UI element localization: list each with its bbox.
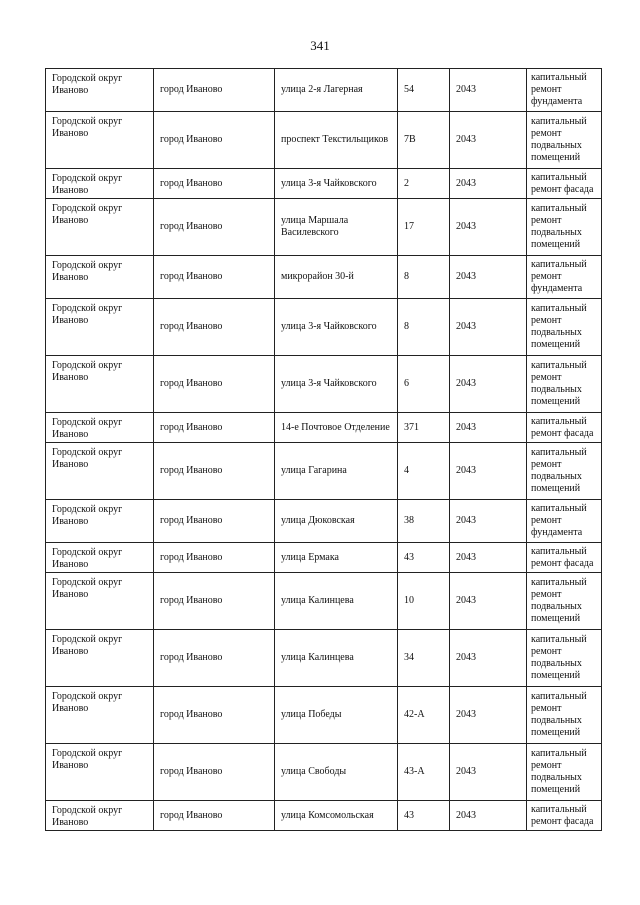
work-type-cell: капитальный ремонт подвальных помещений (527, 443, 602, 500)
street-cell: улица Свободы (275, 744, 398, 801)
table-row (46, 630, 602, 687)
street-cell: микрорайон 30-й (275, 256, 398, 299)
house-number-cell: 54 (398, 69, 450, 112)
work-type-cell: капитальный ремонт фундамента (527, 256, 602, 299)
settlement-cell: город Иваново (154, 801, 275, 831)
municipality-cell: Городской округ Иваново (46, 630, 154, 687)
table-row (46, 413, 602, 443)
municipality-cell: Городской округ Иваново (46, 687, 154, 744)
street-cell: улица Калинцева (275, 573, 398, 630)
house-number-cell: 38 (398, 500, 450, 543)
year-cell: 2043 (450, 543, 527, 573)
settlement-cell: город Иваново (154, 443, 275, 500)
work-type-cell: капитальный ремонт подвальных помещений (527, 356, 602, 413)
house-number-cell: 17 (398, 199, 450, 256)
year-cell: 2043 (450, 299, 527, 356)
municipality-cell: Городской округ Иваново (46, 543, 154, 573)
settlement-cell: город Иваново (154, 630, 275, 687)
municipality-cell: Городской округ Иваново (46, 356, 154, 413)
house-number-cell: 42-А (398, 687, 450, 744)
municipality-cell: Городской округ Иваново (46, 256, 154, 299)
house-number-cell: 43 (398, 801, 450, 831)
street-cell: 14-е Почтовое Отделение (275, 413, 398, 443)
year-cell: 2043 (450, 69, 527, 112)
settlement-cell: город Иваново (154, 500, 275, 543)
repair-schedule-table (45, 68, 602, 831)
settlement-cell: город Иваново (154, 413, 275, 443)
house-number-cell: 8 (398, 256, 450, 299)
settlement-cell: город Иваново (154, 112, 275, 169)
table-row (46, 500, 602, 543)
municipality-cell: Городской округ Иваново (46, 744, 154, 801)
settlement-cell: город Иваново (154, 199, 275, 256)
year-cell: 2043 (450, 413, 527, 443)
year-cell: 2043 (450, 443, 527, 500)
settlement-cell: город Иваново (154, 573, 275, 630)
street-cell: улица Гагарина (275, 443, 398, 500)
house-number-cell: 7В (398, 112, 450, 169)
municipality-cell: Городской округ Иваново (46, 413, 154, 443)
street-cell: улица 3-я Чайковского (275, 169, 398, 199)
settlement-cell: город Иваново (154, 356, 275, 413)
table-row (46, 69, 602, 112)
street-cell: проспект Текстильщиков (275, 112, 398, 169)
year-cell: 2043 (450, 169, 527, 199)
settlement-cell: город Иваново (154, 299, 275, 356)
year-cell: 2043 (450, 573, 527, 630)
table-row (46, 112, 602, 169)
street-cell: улица 3-я Чайковского (275, 299, 398, 356)
settlement-cell: город Иваново (154, 744, 275, 801)
work-type-cell: капитальный ремонт фасада (527, 543, 602, 573)
year-cell: 2043 (450, 199, 527, 256)
work-type-cell: капитальный ремонт фундамента (527, 69, 602, 112)
street-cell: улица Дюковская (275, 500, 398, 543)
settlement-cell: город Иваново (154, 256, 275, 299)
work-type-cell: капитальный ремонт фасада (527, 169, 602, 199)
settlement-cell: город Иваново (154, 69, 275, 112)
street-cell: улица Калинцева (275, 630, 398, 687)
page-number: 341 (310, 38, 330, 53)
house-number-cell: 34 (398, 630, 450, 687)
house-number-cell: 43-А (398, 744, 450, 801)
year-cell: 2043 (450, 112, 527, 169)
table-row (46, 169, 602, 199)
street-cell: улица Маршала Василевского (275, 199, 398, 256)
street-cell: улица Комсомольская (275, 801, 398, 831)
table-row (46, 356, 602, 413)
municipality-cell: Городской округ Иваново (46, 299, 154, 356)
year-cell: 2043 (450, 744, 527, 801)
table-row (46, 744, 602, 801)
year-cell: 2043 (450, 687, 527, 744)
house-number-cell: 6 (398, 356, 450, 413)
street-cell: улица Победы (275, 687, 398, 744)
municipality-cell: Городской округ Иваново (46, 573, 154, 630)
municipality-cell: Городской округ Иваново (46, 69, 154, 112)
year-cell: 2043 (450, 630, 527, 687)
year-cell: 2043 (450, 801, 527, 831)
municipality-cell: Городской округ Иваново (46, 199, 154, 256)
house-number-cell: 43 (398, 543, 450, 573)
work-type-cell: капитальный ремонт подвальных помещений (527, 299, 602, 356)
work-type-cell: капитальный ремонт подвальных помещений (527, 199, 602, 256)
street-cell: улица 2-я Лагерная (275, 69, 398, 112)
house-number-cell: 371 (398, 413, 450, 443)
work-type-cell: капитальный ремонт фасада (527, 413, 602, 443)
settlement-cell: город Иваново (154, 169, 275, 199)
municipality-cell: Городской округ Иваново (46, 801, 154, 831)
table-row (46, 801, 602, 831)
house-number-cell: 8 (398, 299, 450, 356)
table-row (46, 299, 602, 356)
municipality-cell: Городской округ Иваново (46, 443, 154, 500)
table-row (46, 573, 602, 630)
table-row (46, 199, 602, 256)
work-type-cell: капитальный ремонт подвальных помещений (527, 573, 602, 630)
work-type-cell: капитальный ремонт подвальных помещений (527, 687, 602, 744)
table-body (46, 69, 602, 831)
work-type-cell: капитальный ремонт подвальных помещений (527, 630, 602, 687)
work-type-cell: капитальный ремонт подвальных помещений (527, 112, 602, 169)
street-cell: улица 3-я Чайковского (275, 356, 398, 413)
work-type-cell: капитальный ремонт фасада (527, 801, 602, 831)
table-row (46, 256, 602, 299)
house-number-cell: 2 (398, 169, 450, 199)
work-type-cell: капитальный ремонт фундамента (527, 500, 602, 543)
year-cell: 2043 (450, 500, 527, 543)
year-cell: 2043 (450, 256, 527, 299)
municipality-cell: Городской округ Иваново (46, 500, 154, 543)
settlement-cell: город Иваново (154, 687, 275, 744)
municipality-cell: Городской округ Иваново (46, 112, 154, 169)
house-number-cell: 10 (398, 573, 450, 630)
street-cell: улица Ермака (275, 543, 398, 573)
table-row (46, 687, 602, 744)
year-cell: 2043 (450, 356, 527, 413)
house-number-cell: 4 (398, 443, 450, 500)
work-type-cell: капитальный ремонт подвальных помещений (527, 744, 602, 801)
settlement-cell: город Иваново (154, 543, 275, 573)
table-row (46, 443, 602, 500)
table-row (46, 543, 602, 573)
municipality-cell: Городской округ Иваново (46, 169, 154, 199)
